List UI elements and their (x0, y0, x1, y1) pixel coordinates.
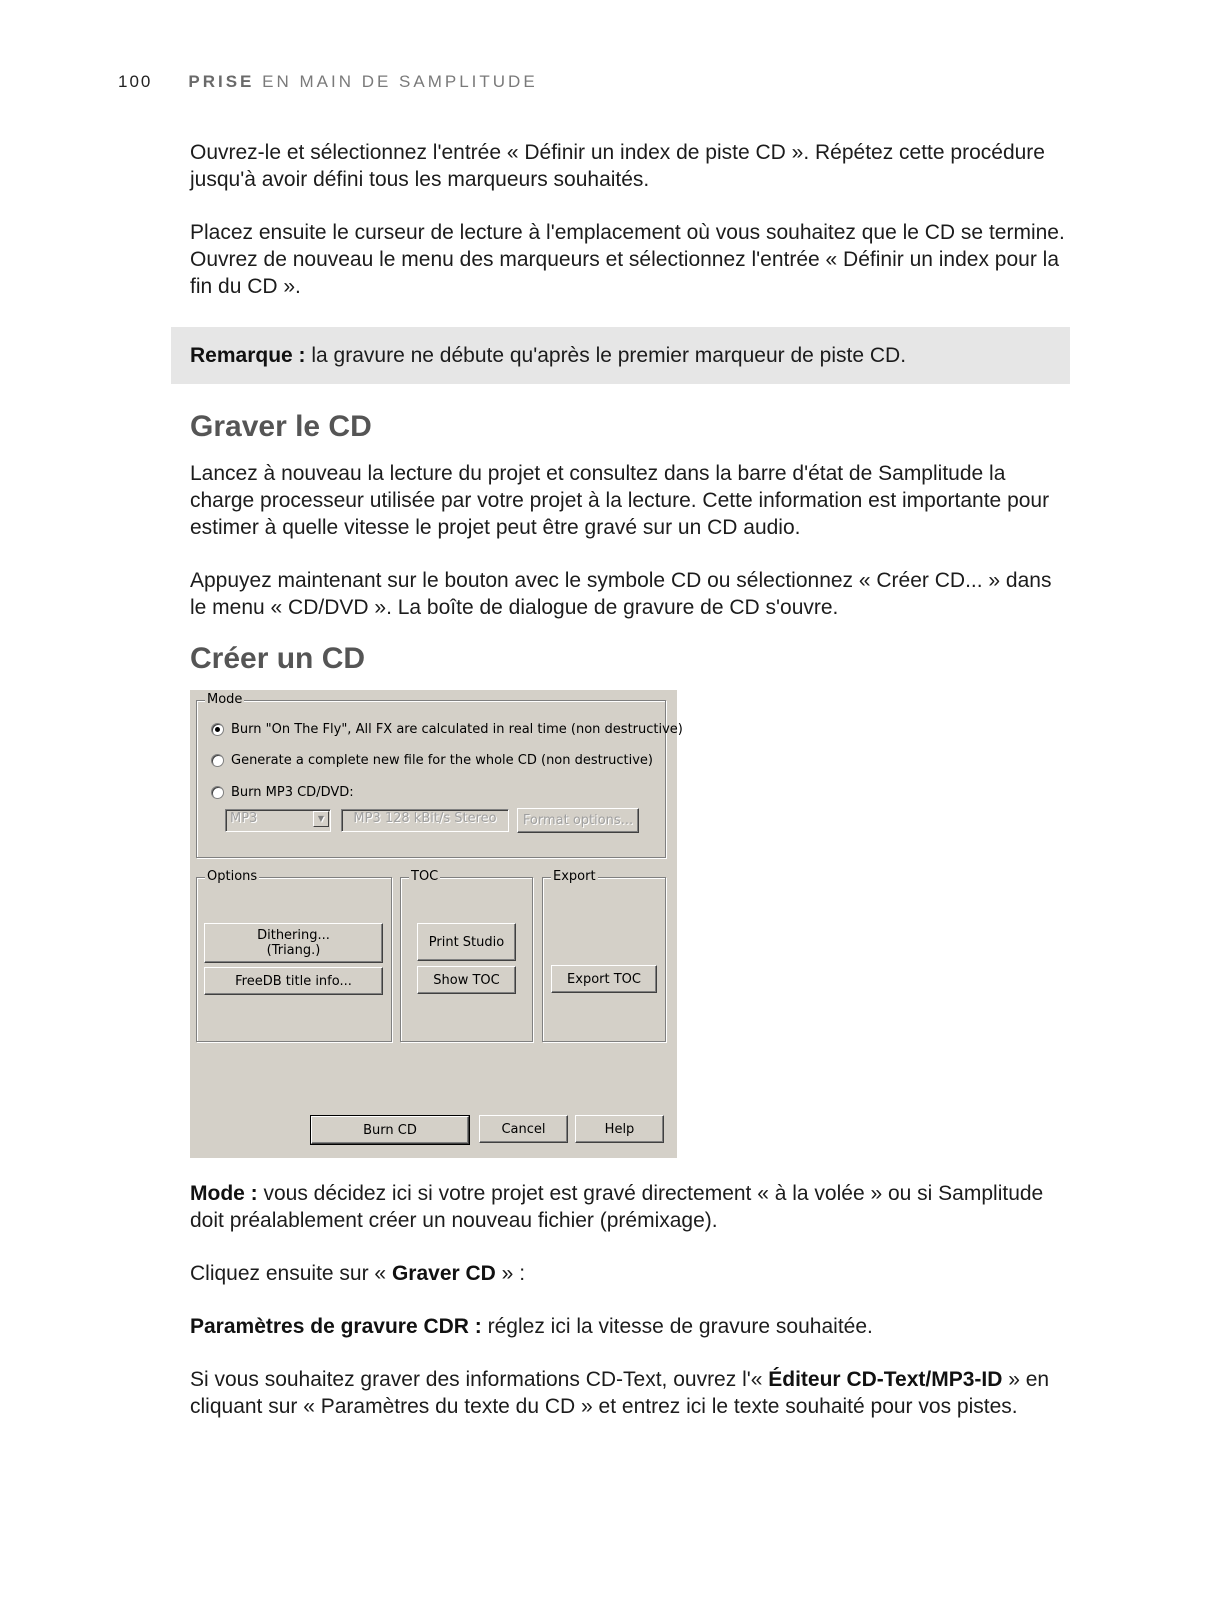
radio-burn-on-the-fly-label: Burn "On The Fly", All FX are calculated in real time (non destructive) (231, 722, 683, 737)
export-legend: Export (553, 869, 596, 884)
radio-burn-on-the-fly[interactable] (211, 722, 683, 737)
cdtext-bold: Éditeur CD-Text/MP3-ID (768, 1368, 1003, 1391)
header-title-bold: PRISE (188, 72, 255, 91)
toc-legend: TOC (411, 869, 439, 884)
mode-group (196, 692, 683, 858)
radio-burn-mp3-label: Burn MP3 CD/DVD: (231, 785, 354, 800)
burn-cd-button[interactable]: Burn CD (311, 1116, 469, 1144)
click-prefix: Cliquez ensuite sur « (190, 1262, 392, 1285)
params-paragraph (190, 1313, 1070, 1340)
heading-graver-le-cd: Graver le CD (190, 410, 372, 443)
header-title-rest: EN MAIN DE SAMPLITUDE (254, 72, 538, 91)
toc-group (400, 869, 533, 1042)
running-header (118, 72, 538, 92)
export-toc-button[interactable]: Export TOC (551, 965, 657, 993)
note-box (171, 327, 1070, 384)
click-suffix: » : (495, 1262, 526, 1285)
format-combo[interactable] (225, 809, 331, 832)
mode-text: vous décidez ici si votre projet est gravé directement « à la volée » ou si Samplitude doit préalablement créer un nouveau fichier (prémixage). (190, 1182, 1044, 1232)
click-paragraph (190, 1260, 1070, 1287)
export-group (542, 869, 666, 1042)
mode-legend: Mode (207, 692, 243, 707)
after-dialog-text (190, 1180, 1070, 1446)
format-options-button[interactable]: Format options... (517, 808, 639, 833)
format-combo-value: MP3 (230, 811, 258, 826)
show-toc-button[interactable]: Show TOC (417, 966, 516, 994)
section-graver-text (190, 460, 1070, 647)
graver-paragraph-1: Lancez à nouveau la lecture du projet et consultez dans la barre d'état de Samplitude la charge processeur utilisée par votre projet à la lecture. Cette information est importante pour estimer à quelle vitesse le projet peut être gravé sur un CD audio. (190, 462, 1050, 539)
cancel-button[interactable]: Cancel (479, 1115, 568, 1143)
mode-label: Mode : (190, 1182, 258, 1205)
click-bold: Graver CD (391, 1262, 496, 1285)
note-text (190, 342, 906, 369)
paragraph-2: Placez ensuite le curseur de lecture à l'emplacement où vous souhaitez que le CD se termine. Ouvrez de nouveau le menu des marqueurs et sélectionnez l'entrée « Définir un index pour la fin du CD ». (190, 221, 1065, 298)
params-label: Paramètres de gravure CDR : (190, 1315, 482, 1338)
paragraph-1: Ouvrez-le et sélectionnez l'entrée « Définir un index de piste CD ». Répétez cette procédure jusqu'à avoir défini tous les marqueurs souhaités. (190, 141, 1045, 191)
bitrate-field[interactable] (341, 809, 509, 832)
cdtext-prefix: Si vous souhaitez graver des informations CD-Text, ouvrez l'« (190, 1368, 769, 1391)
freedb-title-info-button[interactable]: FreeDB title info... (204, 967, 383, 995)
mode-paragraph (190, 1180, 1070, 1234)
cdtext-suffix: » en cliquant sur « Paramètres du texte du CD » et entrez ici le texte souhaité pour vos pistes. (190, 1368, 1050, 1418)
params-text: réglez ici la vitesse de gravure souhaitée. (481, 1315, 873, 1338)
intro-text (190, 139, 1070, 326)
burn-cd-dialog (190, 690, 683, 1158)
radio-generate-new-file[interactable] (211, 753, 653, 768)
radio-generate-new-file-label: Generate a complete new file for the whole CD (non destructive) (231, 753, 653, 768)
note-body: la gravure ne débute qu'après le premier marqueur de piste CD. (305, 344, 907, 367)
radio-unchecked-icon (211, 786, 224, 799)
dithering-button[interactable] (204, 923, 383, 963)
chevron-down-icon[interactable]: ▼ (313, 811, 329, 827)
radio-unchecked-icon (211, 754, 224, 767)
options-group (196, 869, 392, 1042)
help-button[interactable]: Help (575, 1115, 664, 1143)
dithering-mode: (Triang.) (266, 943, 321, 958)
options-legend: Options (207, 869, 258, 884)
radio-checked-icon (211, 723, 224, 736)
print-studio-button[interactable]: Print Studio (417, 923, 516, 961)
page-number: 100 (118, 72, 153, 91)
bitrate-field-value: MP3 128 kBit/s Stereo (353, 811, 497, 826)
graver-paragraph-2: Appuyez maintenant sur le bouton avec le symbole CD ou sélectionnez « Créer CD... » dans le menu « CD/DVD ». La boîte de dialogue de gravure de CD s'ouvre. (190, 569, 1052, 619)
heading-creer-un-cd: Créer un CD (190, 642, 366, 675)
dithering-label: Dithering... (257, 928, 330, 943)
radio-burn-mp3[interactable] (211, 785, 354, 800)
cdtext-paragraph (190, 1366, 1070, 1420)
note-label: Remarque : (190, 344, 306, 367)
